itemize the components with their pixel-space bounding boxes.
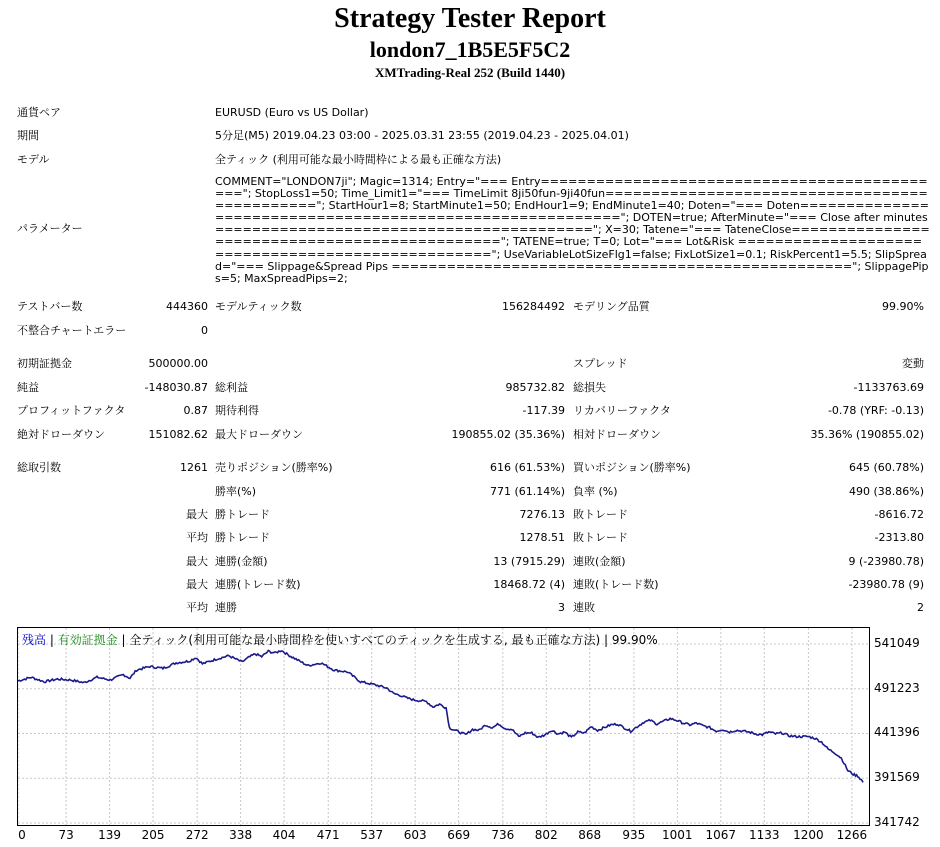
avg-consec-win-label: 連勝 [215, 601, 237, 614]
winrate-label: 勝率(%) [215, 485, 257, 498]
abs-dd-value: 151082.62 [148, 428, 208, 441]
bars-value: 444360 [166, 300, 208, 313]
max-word-2: 最大 [186, 555, 208, 568]
pair-label: 通貨ペア [17, 106, 61, 119]
quality-value: 99.90% [882, 300, 924, 313]
period-label: 期間 [17, 129, 39, 142]
x-tick-label: 935 [622, 828, 646, 842]
rel-dd-value: 35.36% (190855.02) [810, 428, 924, 441]
largest-word: 最大 [186, 508, 208, 521]
spread-label: スプレッド [573, 357, 628, 370]
max-dd-label: 最大ドローダウン [215, 428, 303, 441]
max-word-3: 最大 [186, 578, 208, 591]
net-label: 純益 [17, 381, 39, 394]
avg-win-label: 勝トレード [215, 531, 270, 544]
x-tick-label: 272 [185, 828, 209, 842]
mismatch-label: 不整合チャートエラー [17, 324, 127, 337]
x-tick-label: 338 [229, 828, 253, 842]
avg-win-value: 1278.51 [519, 531, 565, 544]
consec-loss-amt-label: 連敗(金額) [573, 555, 626, 568]
gross-loss-label: 総損失 [573, 381, 606, 394]
legend-sep-2: | [117, 633, 130, 647]
model-value: 全ティック (利用可能な最小時間枠による最も正確な方法) [215, 153, 502, 166]
period-value: 5分足(M5) 2019.04.23 03:00 - 2025.03.31 23:55 (2019.04.23 - 2025.04.01) [215, 129, 629, 142]
total-trades-label: 総取引数 [17, 461, 61, 474]
gross-profit-label: 総利益 [215, 381, 248, 394]
avg-consec-loss-label: 連敗 [573, 601, 595, 614]
legend-sep-1: | [46, 633, 58, 647]
ticks-label: モデルティック数 [215, 300, 302, 313]
mismatch-value: 0 [201, 324, 208, 337]
x-tick-label: 868 [578, 828, 602, 842]
report-title: Strategy Tester Report [334, 3, 606, 34]
largest-win-value: 7276.13 [519, 508, 565, 521]
bars-label: テストバー数 [17, 300, 83, 313]
x-tick-label: 0 [18, 828, 26, 842]
y-tick-label: 391569 [874, 770, 920, 785]
pf-label: プロフィットファクタ [17, 404, 126, 417]
avg-consec-win-value: 3 [558, 601, 565, 614]
largest-win-label: 勝トレード [215, 508, 270, 521]
short-value: 616 (61.53%) [489, 461, 565, 474]
x-tick-label: 1067 [705, 828, 737, 842]
lossrate-value: 490 (38.86%) [848, 485, 924, 498]
consec-win-amt-label: 連勝(金額) [215, 555, 268, 568]
balance-chart [17, 627, 870, 826]
total-trades-value: 1261 [180, 461, 208, 474]
x-tick-label: 139 [98, 828, 121, 842]
x-tick-label: 802 [534, 828, 558, 842]
y-tick-label: 491223 [874, 680, 920, 695]
pf-value: 0.87 [183, 404, 208, 417]
legend-balance: 残高 [22, 633, 47, 647]
spread-value: 変動 [902, 357, 924, 370]
average-word-2: 平均 [186, 601, 208, 614]
y-tick-label: 341742 [874, 815, 920, 829]
legend-equity: 有効証拠金 [57, 633, 118, 647]
x-tick-label: 537 [360, 828, 384, 842]
balance-series-line [18, 650, 863, 782]
consec-loss-cnt-label: 連敗(トレード数) [573, 578, 659, 591]
avg-loss-value: -2313.80 [874, 531, 924, 544]
average-word: 平均 [186, 531, 208, 544]
report-company: XMTrading-Real 252 (Build 1440) [374, 65, 566, 80]
x-tick-label: 471 [316, 828, 340, 842]
gross-profit-value: 985732.82 [505, 381, 565, 394]
net-value: -148030.87 [144, 381, 208, 394]
recovery-label: リカバリーファクタ [573, 404, 671, 417]
y-tick-label: 541049 [874, 636, 920, 650]
long-value: 645 (60.78%) [848, 461, 924, 474]
x-tick-label: 205 [141, 828, 165, 842]
x-tick-label: 1200 [793, 828, 824, 842]
consec-win-cnt-label: 連勝(トレード数) [215, 578, 301, 591]
x-tick-label: 1266 [836, 828, 868, 842]
chart-legend [22, 631, 658, 648]
lossrate-label: 負率 (%) [573, 485, 618, 498]
long-label: 買いポジション(勝率%) [573, 461, 691, 474]
report-subtitle: london7_1B5E5F5C2 [369, 37, 571, 62]
abs-dd-label: 絶対ドローダウン [17, 428, 105, 441]
consec-win-amt-value: 13 (7915.29) [493, 555, 565, 568]
max-dd-value: 190855.02 (35.36%) [451, 428, 565, 441]
largest-loss-value: -8616.72 [874, 508, 924, 521]
avg-consec-loss-value: 2 [917, 601, 924, 614]
recovery-value: -0.78 (YRF: -0.13) [827, 404, 924, 417]
x-tick-label: 603 [403, 828, 427, 842]
x-tick-label: 1133 [748, 828, 780, 842]
deposit-value: 500000.00 [148, 357, 208, 370]
x-tick-label: 1001 [662, 828, 693, 842]
expected-label: 期待利得 [215, 404, 259, 417]
legend-model: 全ティック(利用可能な最小時間枠を使いすべてのティックを生成する, 最も正確な方法) | 99.90% [129, 633, 658, 647]
y-tick-label: 441396 [874, 725, 920, 740]
deposit-label: 初期証拠金 [17, 357, 72, 370]
expected-value: -117.39 [522, 404, 565, 417]
pair-value: EURUSD (Euro vs US Dollar) [215, 106, 369, 119]
winrate-value: 771 (61.14%) [489, 485, 565, 498]
params-value: COMMENT="LONDON7ji"; Magic=1314; Entry="=== Entry============================================="; StopLoss1=50; Time_Limit1="=== TimeLimit 8ji50fun-9ji40fun=============================================="; StartHour1=8; StartMinute1=50; EndHour1=9; EndMinute1=40; Doten="=== Doten=========================================================="; DOTEN=true; AfterMinute="=== Close after minutes========================================="; X=30; Tatene="=== TateneClose=============================================="; TATENE=true; T=0; Lot="=== Lot&Risk =================================================="; UseVariableLotSizeFlg1=false; FixLotSize1=0.1; RiskPercent1=5.5; SlipSpread="=== Slippage&Spread Pips =================================================="; SlippagePips=5; MaxSpreadPips=2; [215, 175, 930, 285]
consec-loss-cnt-value: -23980.78 (9) [848, 578, 924, 591]
x-tick-label: 736 [491, 828, 515, 842]
quality-label: モデリング品質 [573, 300, 650, 313]
largest-loss-label: 敗トレード [573, 508, 628, 521]
x-tick-label: 73 [58, 828, 74, 842]
x-tick-label: 404 [272, 828, 296, 842]
x-tick-label: 669 [447, 828, 471, 842]
model-label: モデル [17, 153, 50, 166]
ticks-value: 156284492 [502, 300, 565, 313]
short-label: 売りポジション(勝率%) [215, 461, 333, 474]
gross-loss-value: -1133763.69 [853, 381, 924, 394]
rel-dd-label: 相対ドローダウン [573, 428, 661, 441]
params-label: パラメーター [17, 222, 83, 235]
balance-chart-svg [18, 628, 869, 825]
avg-loss-label: 敗トレード [573, 531, 628, 544]
consec-win-cnt-value: 18468.72 (4) [493, 578, 565, 591]
consec-loss-amt-value: 9 (-23980.78) [848, 555, 924, 568]
